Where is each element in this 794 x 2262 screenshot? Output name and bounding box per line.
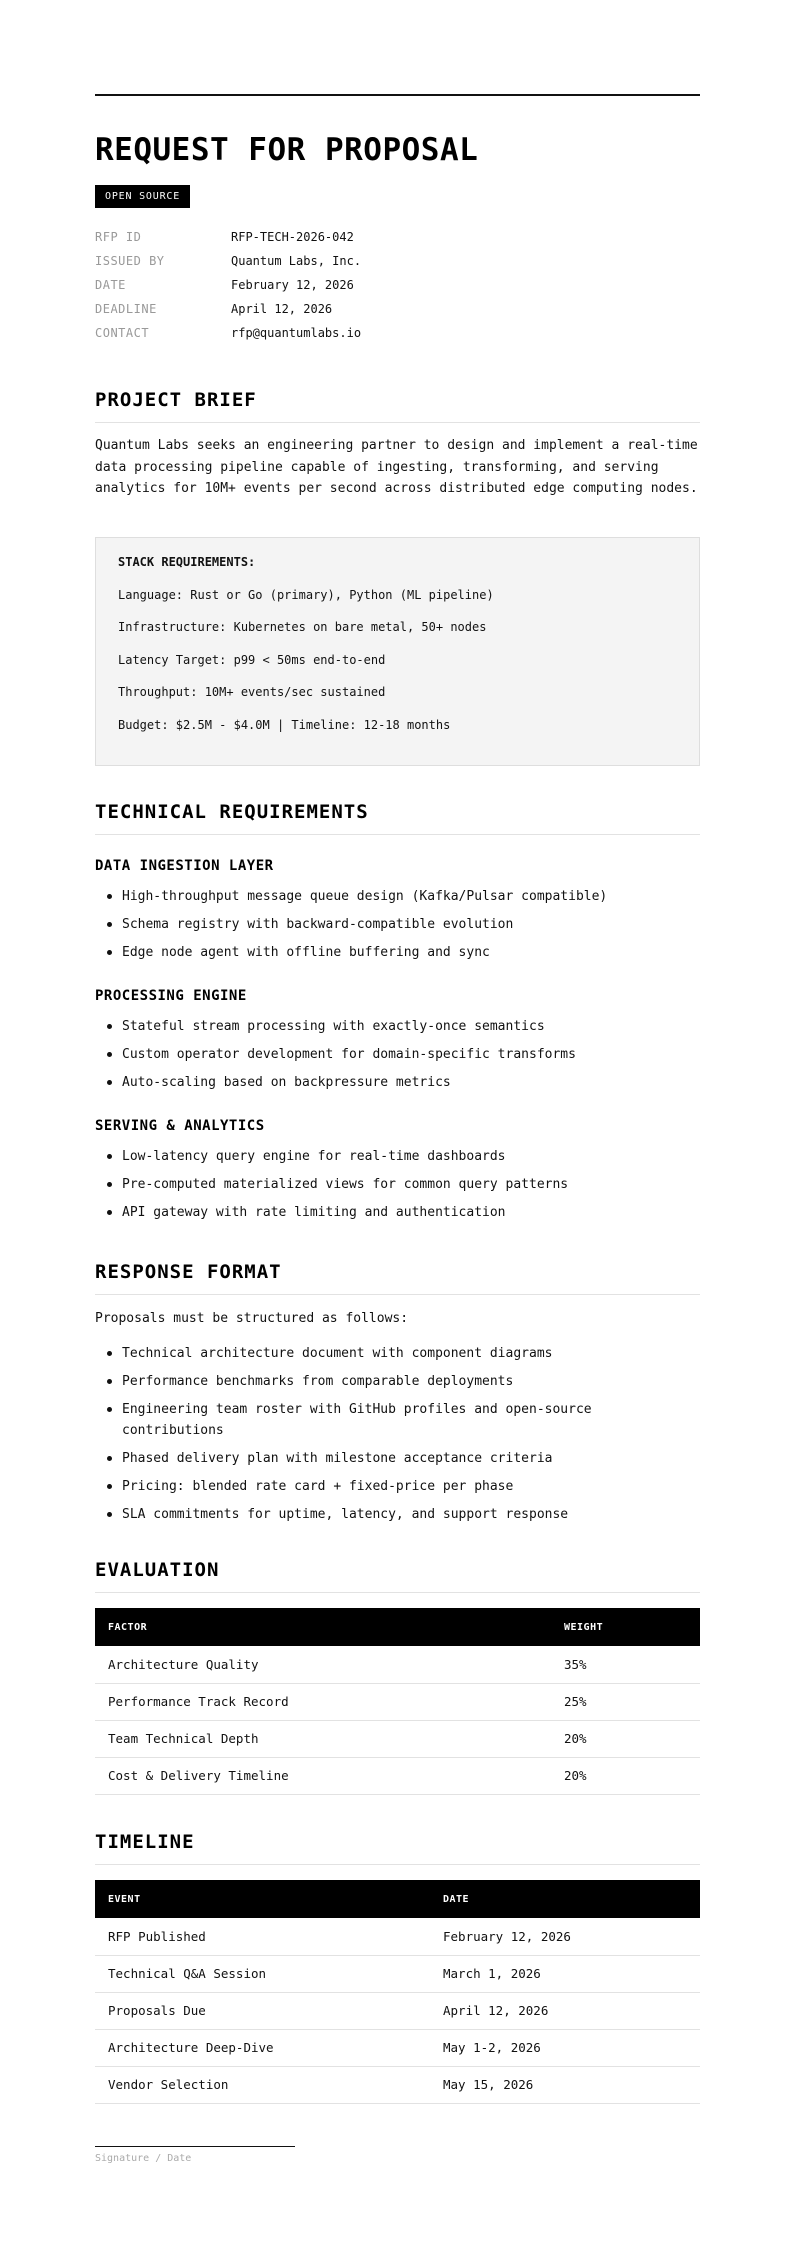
meta-row-rfp-id (95, 230, 700, 250)
date-cell: February 12, 2026 (430, 1918, 700, 1955)
stack-requirement-item: Language: Rust or Go (primary), Python (ML pipeline) (118, 588, 494, 602)
list-item: Edge node agent with offline buffering and sync (95, 942, 700, 963)
serving-analytics-list (95, 1146, 700, 1223)
meta-value: Quantum Labs, Inc. (231, 254, 362, 268)
event-cell: Architecture Deep-Dive (95, 2029, 430, 2066)
list-item: Custom operator development for domain-specific transforms (95, 1044, 700, 1065)
table-row (95, 1955, 700, 1992)
section-divider (95, 834, 700, 835)
table-row (95, 1720, 700, 1757)
list-item: High-throughput message queue design (Kafka/Pulsar compatible) (95, 886, 700, 907)
signature-label: Signature / Date (95, 2153, 192, 2164)
column-header-weight: WEIGHT (551, 1608, 700, 1646)
event-cell: Proposals Due (95, 1992, 430, 2029)
factor-cell: Cost & Delivery Timeline (95, 1757, 551, 1794)
response-intro: Proposals must be structured as follows: (95, 1311, 409, 1326)
meta-row-issued-by (95, 254, 700, 274)
weight-cell: 20% (551, 1720, 700, 1757)
brief-paragraph: Quantum Labs seeks an engineering partner to design and implement a real-time data processing pipeline capable of ingesting, transforming, and serving analytics for 10M+ events per second across distributed edge computing nodes. (95, 438, 698, 496)
table-row (95, 1992, 700, 2029)
section-divider (95, 1864, 700, 1865)
table-row (95, 2066, 700, 2103)
date-cell: April 12, 2026 (430, 1992, 700, 2029)
timeline-table (95, 1880, 700, 2104)
list-item: Low-latency query engine for real-time dashboards (95, 1146, 700, 1167)
list-item: SLA commitments for uptime, latency, and support response (95, 1504, 700, 1525)
meta-value: February 12, 2026 (231, 278, 354, 292)
section-divider (95, 422, 700, 423)
table-header-row (95, 1880, 700, 1918)
meta-label: DATE (95, 278, 126, 292)
list-item: Phased delivery plan with milestone acceptance criteria (95, 1448, 700, 1469)
document-title: REQUEST FOR PROPOSAL (95, 132, 479, 168)
meta-label: CONTACT (95, 326, 150, 340)
table-row (95, 1683, 700, 1720)
meta-row-date (95, 278, 700, 298)
list-item: API gateway with rate limiting and authentication (95, 1202, 700, 1223)
event-cell: Technical Q&A Session (95, 1955, 430, 1992)
weight-cell: 35% (551, 1646, 700, 1683)
meta-label: RFP ID (95, 230, 142, 244)
weight-cell: 20% (551, 1757, 700, 1794)
event-cell: Vendor Selection (95, 2066, 430, 2103)
column-header-event: EVENT (95, 1880, 430, 1918)
column-header-factor: FACTOR (95, 1608, 551, 1646)
list-item: Technical architecture document with component diagrams (95, 1343, 700, 1364)
list-item: Auto-scaling based on backpressure metrics (95, 1072, 700, 1093)
evaluation-table (95, 1608, 700, 1795)
stack-requirements-heading: STACK REQUIREMENTS: (118, 555, 256, 569)
stack-requirement-item: Budget: $2.5M - $4.0M | Timeline: 12-18 months (118, 718, 451, 732)
meta-row-deadline (95, 302, 700, 322)
list-item: Pricing: blended rate card + fixed-price per phase (95, 1476, 700, 1497)
data-ingestion-list (95, 886, 700, 963)
license-badge: OPEN SOURCE (95, 185, 190, 208)
list-item: Pre-computed materialized views for common query patterns (95, 1174, 700, 1195)
stack-requirement-item: Infrastructure: Kubernetes on bare metal, 50+ nodes (118, 620, 487, 634)
date-cell: March 1, 2026 (430, 1955, 700, 1992)
list-item: Schema registry with backward-compatible evolution (95, 914, 700, 935)
table-row (95, 2029, 700, 2066)
table-row (95, 1646, 700, 1683)
stack-requirement-item: Throughput: 10M+ events/sec sustained (118, 685, 386, 699)
section-heading-evaluation: EVALUATION (95, 1559, 220, 1581)
factor-cell: Architecture Quality (95, 1646, 551, 1683)
meta-label: DEADLINE (95, 302, 157, 316)
list-item: Performance benchmarks from comparable deployments (95, 1371, 700, 1392)
section-heading-technical-requirements: TECHNICAL REQUIREMENTS (95, 801, 369, 823)
meta-value: April 12, 2026 (231, 302, 333, 316)
meta-value: rfp@quantumlabs.io (231, 326, 362, 340)
section-heading-timeline: TIMELINE (95, 1831, 195, 1853)
table-row (95, 1918, 700, 1955)
subsection-heading-serving-analytics: SERVING & ANALYTICS (95, 1118, 265, 1134)
section-heading-response-format: RESPONSE FORMAT (95, 1261, 282, 1283)
date-cell: May 15, 2026 (430, 2066, 700, 2103)
top-rule (95, 94, 700, 96)
list-item: Engineering team roster with GitHub profiles and open-source contributions (95, 1399, 700, 1441)
weight-cell: 25% (551, 1683, 700, 1720)
response-format-list (95, 1343, 700, 1525)
subsection-heading-data-ingestion: DATA INGESTION LAYER (95, 858, 274, 874)
stack-requirements-box (95, 537, 700, 766)
section-heading-project-brief: PROJECT BRIEF (95, 389, 257, 411)
section-divider (95, 1592, 700, 1593)
table-header-row (95, 1608, 700, 1646)
meta-label: ISSUED BY (95, 254, 165, 268)
table-row (95, 1757, 700, 1794)
meta-value: RFP-TECH-2026-042 (231, 230, 354, 244)
stack-requirement-item: Latency Target: p99 < 50ms end-to-end (118, 653, 386, 667)
factor-cell: Team Technical Depth (95, 1720, 551, 1757)
meta-row-contact (95, 326, 700, 346)
list-item: Stateful stream processing with exactly-once semantics (95, 1016, 700, 1037)
section-divider (95, 1294, 700, 1295)
factor-cell: Performance Track Record (95, 1683, 551, 1720)
processing-engine-list (95, 1016, 700, 1093)
signature-line (95, 2146, 295, 2147)
subsection-heading-processing-engine: PROCESSING ENGINE (95, 988, 247, 1004)
date-cell: May 1-2, 2026 (430, 2029, 700, 2066)
event-cell: RFP Published (95, 1918, 430, 1955)
column-header-date: DATE (430, 1880, 700, 1918)
